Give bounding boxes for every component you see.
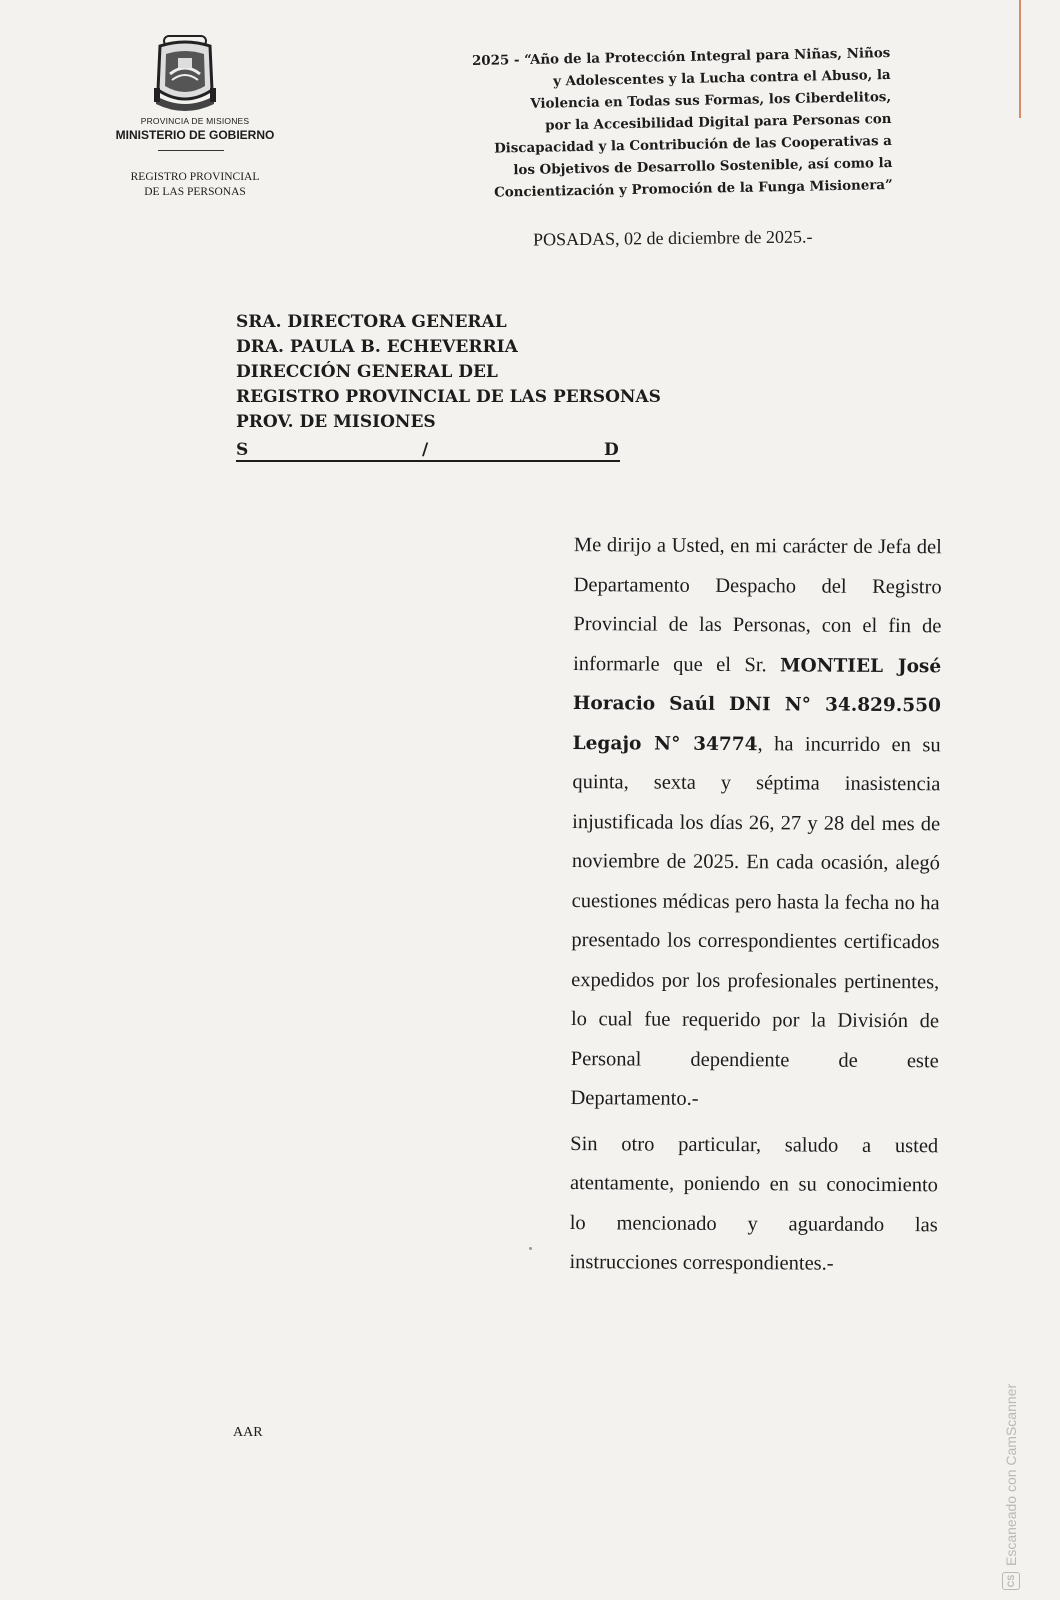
paragraph-1-rest: , ha incurrido en su quinta, sexta y séptima inasistencia injustificada los días 26, 27 y 28 del mes de noviembre de 2025. En cada ocasión, alegó cuestiones médicas pero hasta la fecha no ha presentado los correspondientes certificados expedidos por los profesionales pertinentes, lo cual fue requerido por la División de Personal dependiente de este Departamento.-: [570, 732, 941, 1110]
paragraph-1: [232, 524, 942, 1121]
paragraph-1-opening: Me dirijo a Usted, en mi carácter de Jefa del Departamento Despacho del Registro Provincial de las Personas, con el fin de informarle que el Sr.: [573, 534, 942, 676]
watermark-text: Escaneado con CamScanner: [1003, 1383, 1019, 1566]
ministry-name: MINISTERIO DE GOBIERNO: [115, 128, 275, 142]
addressee-line: PROV. DE MISIONES: [236, 412, 436, 432]
decree-line: los Objetivos de Desarrollo Sostenible, así como la: [513, 154, 893, 179]
decree-line: Violencia en Todas sus Formas, los Ciberdelitos,: [530, 88, 892, 112]
employee-identification: MONTIEL José Horacio Saúl DNI N° 34.829.550 Legajo N° 34774: [572, 654, 942, 755]
letter-date: POSADAS, 02 de diciembre de 2025.-: [532, 226, 813, 250]
decree-line: Discapacidad y la Contribución de las Cooperativas a: [493, 132, 893, 157]
header-divider: [158, 150, 224, 151]
scan-speck: [529, 1247, 532, 1250]
decree-line: Concientización y Promoción de la Funga Misionera”: [493, 176, 893, 201]
sd-s: S: [236, 440, 249, 460]
addressee-line: REGISTRO PROVINCIAL DE LAS PERSONAS: [236, 387, 661, 407]
sd-d: D: [604, 440, 619, 460]
addressee-line: SRA. DIRECTORA GENERAL: [236, 312, 507, 332]
camscanner-watermark: [1000, 1290, 1022, 1590]
registry-line-1: REGISTRO PROVINCIAL: [130, 171, 260, 183]
registry-line-2: DE LAS PERSONAS: [144, 186, 246, 198]
sd-underline: [236, 460, 620, 462]
sd-slash: /: [422, 440, 429, 460]
decree-line: por la Accesibilidad Digital para Personas con: [545, 110, 892, 134]
addressee-block: [236, 310, 661, 435]
page-edge-mark: [1019, 0, 1021, 118]
decree-motto: [385, 42, 893, 206]
decree-line: y Adolescentes y la Lucha contra el Abuso, la: [552, 66, 891, 90]
addressee-line: DRA. PAULA B. ECHEVERRIA: [236, 337, 518, 357]
camscanner-logo-icon: CS: [1002, 1572, 1020, 1590]
registry-name: [100, 170, 290, 200]
author-initials: AAR: [233, 1425, 263, 1440]
letter-body: [231, 524, 942, 1285]
closing-paragraph: Sin otro particular, saludo a usted atentamente, poniendo en su conocimiento lo mencionado y aguardando las instrucciones correspondientes.-: [569, 1132, 939, 1275]
addressee-line: DIRECCIÓN GENERAL DEL: [236, 362, 498, 382]
province-name: PROVINCIA DE MISIONES: [140, 116, 250, 126]
decree-line: 2025 - “Año de la Protección Integral para Niñas, Niños: [471, 44, 891, 70]
provincial-seal-icon: [150, 34, 220, 112]
